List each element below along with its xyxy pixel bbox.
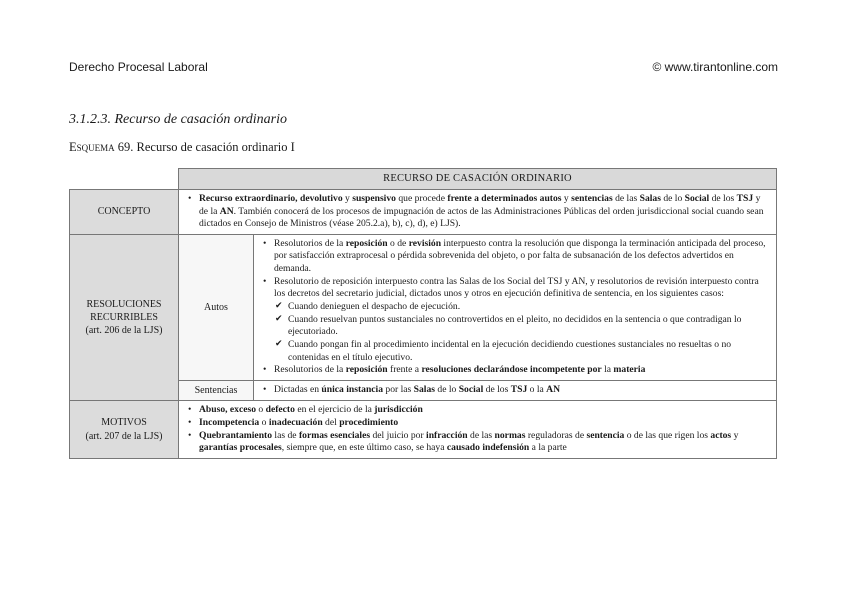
autos-item: • Resolutorio de reposición interpuesto contra las Salas de los Social del TSJ y AN, y resolutorios de revisión interpuesto contra los decretos del secretario judicial, dictados unos y otros en ejecución definitiva de sentencia, en los siguientes casos: ✔ Cuando denieguen el despacho de ejecución. ✔ Cuando resuelvan puntos sustanciales no controvertidos en el pleito, no decididos en la sentencia o que contradigan lo ejecutoriado. ✔ Cuando pongan fin al procedimiento incidental en la ejecución decidiendo cuestiones sustanciales no resueltas o no contenidas en el título ejecutivo. xyxy=(274,276,770,365)
concepto-content xyxy=(179,189,777,234)
scheme-prefix: Esquema 69. xyxy=(69,140,134,154)
autos-case-item: ✔ Cuando denieguen el despacho de ejecución. xyxy=(288,301,770,314)
table-header-row xyxy=(70,169,777,190)
scheme-name: Recurso de casación ordinario I xyxy=(136,140,295,154)
motivos-item: • Incompetencia o inadecuación del procedimiento xyxy=(199,417,770,430)
motivos-item: • Abuso, exceso o defecto en el ejercicio de la jurisdicción xyxy=(199,404,770,417)
resoluciones-autos-row xyxy=(70,234,777,380)
motivos-content xyxy=(179,401,777,459)
concepto-label: CONCEPTO xyxy=(70,189,179,234)
blank-corner-cell xyxy=(70,169,179,190)
sentencias-label: Sentencias xyxy=(179,381,254,401)
concepto-item: • Recurso extraordinario, devolutivo y suspensivo que procede frente a determinados autos y sentencias de las Salas de lo Social de los TSJ y de la AN. También conocerá de los procesos de impugnación de actos de las Administraciones Públicas del orden jurisdiccional social cuando sean dictados en Consejo de Ministros (véase 205.2.a), b), c), d), e) LJS). xyxy=(199,193,770,231)
sentencias-item: • Dictadas en única instancia por las Salas de lo Social de los TSJ o la AN xyxy=(274,384,770,397)
autos-case-item: ✔ Cuando pongan fin al procedimiento incidental en la ejecución decidiendo cuestiones sustanciales no resueltas o no contenidas en el título ejecutivo. xyxy=(288,339,770,364)
resoluciones-label: RESOLUCIONES RECURRIBLES (art. 206 de la LJS) xyxy=(70,234,179,400)
autos-item: • Resolutorios de la reposición frente a resoluciones declarándose incompetente por la materia xyxy=(274,364,770,377)
table-heading: RECURSO DE CASACIÓN ORDINARIO xyxy=(179,169,777,190)
autos-item: • Resolutorios de la reposición o de revisión interpuesto contra la resolución que disponga la terminación anticipada del proceso, por satisfacción extraprocesal o pérdida sobrevenida del objeto, o por falta de subsanación de los defectos advertidos en demanda. xyxy=(274,238,770,276)
concepto-row xyxy=(70,189,777,234)
motivos-label: MOTIVOS (art. 207 de la LJS) xyxy=(70,401,179,459)
scheme-title xyxy=(69,140,295,155)
running-header-title: Derecho Procesal Laboral xyxy=(69,60,208,74)
sentencias-content xyxy=(254,381,777,401)
motivos-item: • Quebrantamiento las de formas esenciales del juicio por infracción de las normas reguladoras de sentencia o de las que rigen los actos y garantías procesales, siempre que, en este último caso, se haya causado indefensión a la parte xyxy=(199,430,770,455)
casacion-scheme-table xyxy=(69,168,777,459)
autos-case-item: ✔ Cuando resuelvan puntos sustanciales no controvertidos en el pleito, no decididos en la sentencia o que contradigan lo ejecutoriado. xyxy=(288,314,770,339)
running-header-copyright: © www.tirantonline.com xyxy=(652,60,778,74)
section-title: 3.1.2.3. Recurso de casación ordinario xyxy=(69,112,288,127)
autos-label: Autos xyxy=(179,234,254,380)
motivos-row xyxy=(70,401,777,459)
autos-content xyxy=(254,234,777,380)
